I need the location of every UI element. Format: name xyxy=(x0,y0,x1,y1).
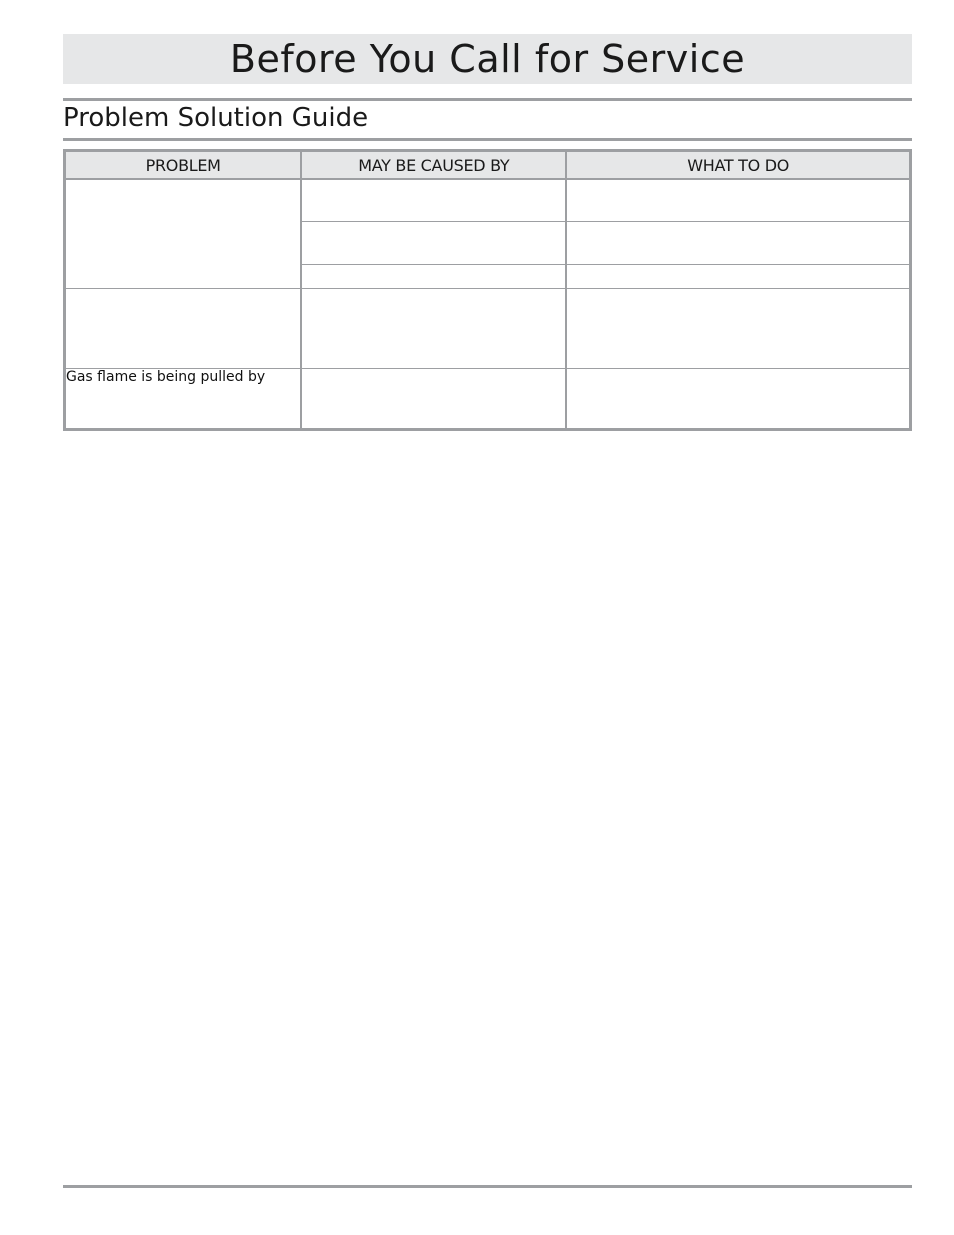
page-title: Before You Call for Service xyxy=(229,37,746,81)
header-problem: PROBLEM xyxy=(65,151,302,180)
section-title: Problem Solution Guide xyxy=(63,103,369,133)
problem-cell xyxy=(65,179,302,288)
cause-cell xyxy=(301,288,566,368)
action-cell xyxy=(566,221,910,264)
cause-cell xyxy=(301,179,566,221)
action-cell xyxy=(566,179,910,221)
table-row xyxy=(65,368,911,429)
section-bottom-rule xyxy=(63,138,912,141)
section-top-rule xyxy=(63,98,912,101)
header-cause: MAY BE CAUSED BY xyxy=(301,151,566,180)
problem-cell xyxy=(65,288,302,368)
table-row xyxy=(65,288,911,368)
problem-cell: Gas flame is being pulled by xyxy=(65,368,302,429)
footer-rule xyxy=(63,1185,912,1188)
problem-solution-table xyxy=(63,149,912,431)
action-cell xyxy=(566,264,910,288)
cause-cell xyxy=(301,264,566,288)
page-title-bar xyxy=(63,34,912,84)
action-cell xyxy=(566,288,910,368)
table-header-row xyxy=(65,151,911,180)
cause-cell xyxy=(301,221,566,264)
table-row xyxy=(65,179,911,221)
action-cell xyxy=(566,368,910,429)
cause-cell xyxy=(301,368,566,429)
header-action: WHAT TO DO xyxy=(566,151,910,180)
